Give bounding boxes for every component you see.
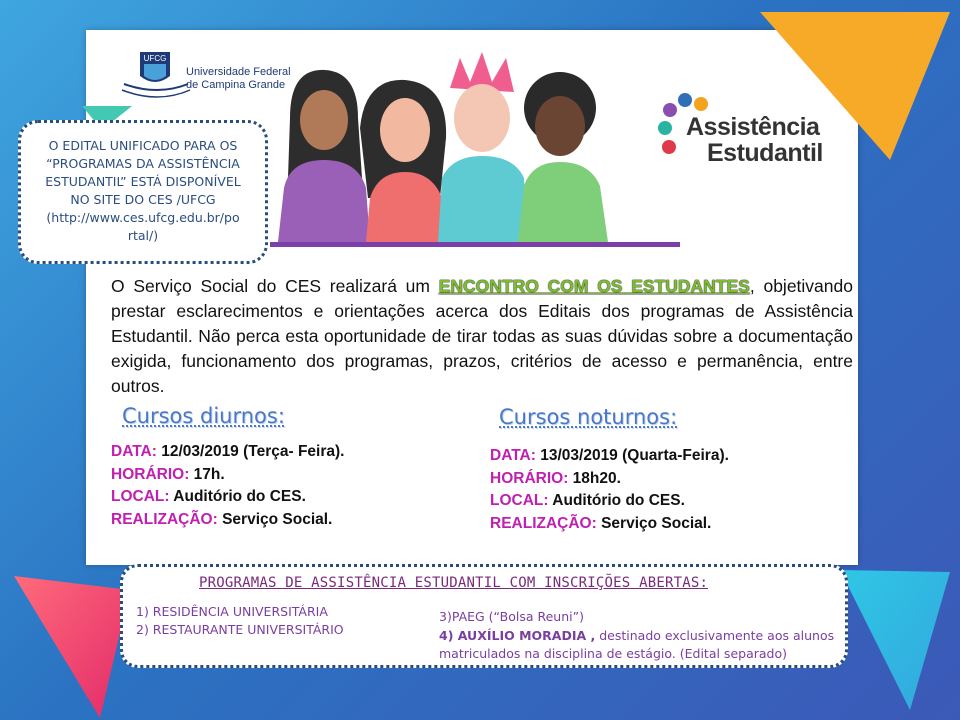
intro-text-end: , objetivando prestar esclarecimentos e orientações acerca dos Editais dos programas de Assistência Estudantil. Não perca esta oportunidade de tirar todas as suas dúvidas sobre a documentação exigida, funcionamento dos programas, prazos, critérios de acesso e permanência, entre outros. [111,276,853,396]
bike-icon [658,121,672,135]
org-label: REALIZAÇÃO: [111,510,218,528]
notice-line: ESTUDANTIL” ESTÁ DISPONÍVEL [45,174,241,189]
place-value: Auditório do CES. [548,492,685,509]
night-time-row [490,468,729,491]
time-value: 18h20. [568,469,621,487]
time-value: 17h. [189,465,225,483]
notice-line: O EDITAL UNIFICADO PARA OS [48,138,238,153]
intro-paragraph [111,274,853,399]
notice-line: “PROGRAMAS DA ASSISTÊNCIA [46,156,240,171]
programs-title: PROGRAMAS DE ASSISTÊNCIA ESTUDANTIL COM INSCRIÇÕES ABERTAS: [199,575,709,591]
notice-line: NO SITE DO CES /UFCG [70,192,216,207]
org-label: REALIZAÇÃO: [490,514,597,532]
night-courses-info [490,445,729,535]
home-icon [663,103,677,117]
time-label: HORÁRIO: [111,465,190,483]
time-label: HORÁRIO: [490,469,569,487]
red-triangle-decoration [0,560,140,720]
date-value: 12/03/2019 (Terça- Feira). [156,443,345,460]
night-courses-title: Cursos noturnos: [499,405,678,429]
night-date-row [490,445,729,468]
intro-text-start: O Serviço Social do CES realizará um [111,276,439,296]
bus-icon [662,140,676,154]
day-courses-title: Cursos diurnos: [122,404,285,428]
day-org-row [111,509,344,532]
program-item-continuation: matriculados na disciplina de estágio. (Edital separado) [439,646,787,661]
day-place-row [111,486,344,509]
org-value: Serviço Social. [217,510,333,528]
students-illustration [270,48,690,250]
program-item [439,627,834,644]
brand-line1: Assistência [686,113,820,141]
cup-icon [694,97,708,111]
place-label: LOCAL: [111,488,170,505]
place-value: Auditório do CES. [169,488,306,505]
date-label: DATA: [111,443,157,460]
night-place-row [490,490,729,513]
day-date-row [111,441,344,464]
intro-highlight: ENCONTRO COM OS ESTUDANTES [438,276,750,296]
org-value: Serviço Social. [596,514,712,532]
program-item: 1) RESIDÊNCIA UNIVERSITÁRIA [136,604,328,619]
computer-icon [678,93,692,107]
place-label: LOCAL: [490,492,549,509]
program-item-rest: destinado exclusivamente aos alunos [595,628,835,643]
institution-name-line2: de Campina Grande [186,79,286,91]
programs-box [120,564,848,668]
notice-link[interactable]: (http://www.ces.ufcg.edu.br/po [46,210,240,225]
program-item-bold: 4) AUXÍLIO MORADIA , [439,628,596,643]
edital-notice-box [18,120,268,264]
day-time-row [111,464,344,487]
institution-name-line1: Universidade Federal [186,66,291,78]
ufcg-acronym: UFCG [143,54,167,63]
brand-line2: Estudantil [707,139,823,167]
day-courses-info [111,441,344,531]
assistencia-estudantil-title [686,114,823,166]
program-item: 3)PAEG (“Bolsa Reuni”) [439,609,584,624]
date-label: DATA: [490,447,536,464]
program-item: 2) RESTAURANTE UNIVERSITÁRIO [136,622,344,637]
date-value: 13/03/2019 (Quarta-Feira). [535,447,729,464]
night-org-row [490,513,729,536]
notice-link[interactable]: rtal/) [127,228,159,243]
